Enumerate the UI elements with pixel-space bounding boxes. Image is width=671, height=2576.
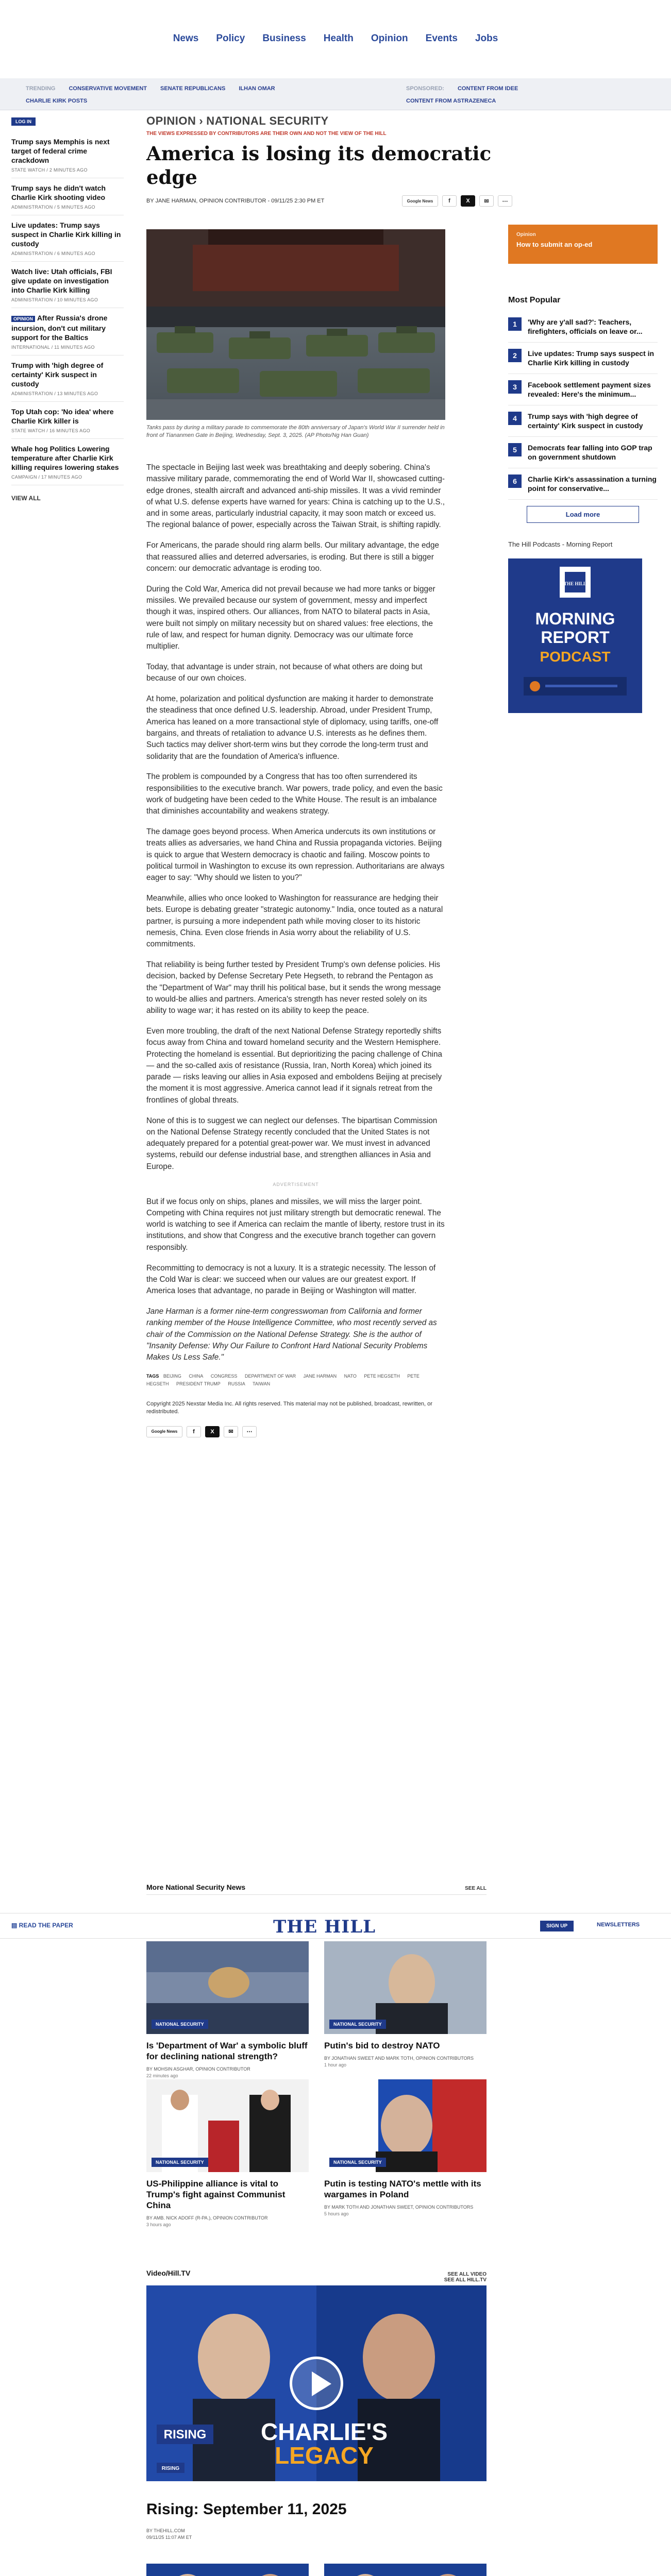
story-meta: ADMINISTRATION / 6 MINUTES AGO — [11, 251, 95, 256]
video-card-image[interactable] — [146, 2564, 309, 2576]
tag-link[interactable]: NATO — [344, 1373, 357, 1379]
load-more-button[interactable]: Load more — [527, 506, 639, 523]
tag-link[interactable]: PETE HEGSETH — [364, 1373, 400, 1379]
paragraph: None of this is to suggest we can neglect our defenses. The bipartisan Commission on the National Defense Strategy recently concluded that the United States is not adequately prepared for a potential great-power war. We must invest in advanced systems, rebuild our defense industrial base, and strengthen alliances in Asia and Europe. — [146, 1116, 438, 1171]
list-item[interactable] — [11, 439, 124, 485]
list-item[interactable] — [508, 374, 658, 405]
paragraph: The spectacle in Beijing last week was breathtaking and deeply sobering. China's massive military parade, commemorating the end of World War II, showcased cutting-edge drones, stealth aircraft and advanced anti-ship missiles. It was a vivid reminder of what U.S. defense experts have warned for years: China is catching up to the U.S., and in some areas, particularly industrial capacity, it may soon match or exceed us. The regional balance of power, especially across the Taiwan Strait, is shifting rapidly. — [146, 463, 445, 530]
rank-number: 5 — [508, 443, 522, 456]
nav-policy[interactable]: Policy — [216, 33, 245, 44]
nav-events[interactable]: Events — [425, 33, 458, 44]
card-image[interactable] — [146, 2079, 309, 2172]
the-hill-logo[interactable]: THE HILL — [273, 1917, 376, 1937]
byline-row — [146, 195, 512, 207]
facebook-icon[interactable]: f — [442, 195, 457, 207]
trending-label: TRENDING — [26, 86, 56, 92]
paragraph: Even more troubling, the draft of the next National Defense Strategy reportedly shifts focus away from China and toward homeland security and the Western Hemisphere. Protecting the homeland is essential. But deprioritizing the pacing challenge of China — and the so-called axis of resistance (Russia, Iran, North Korea) which joined its parade — risks leaving our allies in Asia exposed and emboldens Beijing at precisely the moment it is most aggressive. America cannot lead if it signals retreat from the frontlines of global threats. — [146, 1026, 442, 1105]
card-title[interactable]: Is 'Department of War' a symbolic bluff for declining national strength? — [146, 2041, 308, 2061]
rising-logo: RISING — [163, 2428, 207, 2442]
rank-number: 6 — [508, 474, 522, 488]
tag-link[interactable]: TAIWAN — [253, 1381, 271, 1386]
sticky-header — [0, 1913, 671, 1939]
article-body — [146, 462, 445, 1363]
paragraph: For Americans, the parade should ring alarm bells. Our military advantage, the edge that reassured allies and deterred adversaries, is eroding. But there is still a bigger concern: our democratic advantage is eroding too. — [146, 541, 439, 573]
opinion-disclaimer: THE VIEWS EXPRESSED BY CONTRIBUTORS ARE THEIR OWN AND NOT THE VIEW OF THE HILL — [146, 131, 387, 137]
tag-link[interactable]: PETE HEGSETH — [146, 1373, 420, 1386]
card-image[interactable] — [324, 2079, 487, 2172]
story-title-text[interactable]: After Russia's drone incursion, don't cut military support for the Baltics — [11, 314, 108, 342]
author-bio: Jane Harman is a former nine-term congresswoman from California and former ranking member of the House Intelligence Committee, who most recently served as chair of the Commission on the National Defense Strategy. She is the author of "Insanity Defense: Why Our Failure to Confront Hard National Security Problems Makes Us Less Safe." — [146, 1307, 437, 1362]
trending-link[interactable]: ILHAN OMAR — [239, 86, 275, 92]
nav-news[interactable]: News — [173, 33, 199, 44]
card-time: 5 hours ago — [324, 2211, 349, 2216]
list-item[interactable] — [508, 437, 658, 468]
card-byline: BY JONATHAN SWEET AND MARK TOTH, OPINION CONTRIBUTORS — [324, 2056, 474, 2061]
card-title[interactable]: Putin is testing NATO's mettle with its wargames in Poland — [324, 2179, 481, 2199]
paragraph: The damage goes beyond process. When America undercuts its own institutions or treats allies as adversaries, we hand China and Russia propaganda victories. Beijing is quick to argue that Western democracy is chaotic and failing. Moscow points to political turmoil in Washington to excuse its own repression. Authoritarians are always eager to say: "Why should we listen to you?" — [146, 827, 445, 883]
x-icon[interactable]: X — [205, 1426, 220, 1437]
story-meta: ADMINISTRATION / 10 MINUTES AGO — [11, 297, 98, 302]
nav-health[interactable]: Health — [323, 33, 354, 44]
card-time: 1 hour ago — [324, 2062, 347, 2067]
list-item[interactable] — [11, 402, 124, 439]
podcast-brand: THE HILL — [564, 581, 586, 586]
tag-link[interactable]: PRESIDENT TRUMP — [176, 1381, 221, 1386]
podcast-name-line2: REPORT — [541, 628, 610, 647]
tag-link[interactable]: CONGRESS — [210, 1373, 238, 1379]
story-meta: INTERNATIONAL / 11 MINUTES AGO — [11, 345, 95, 350]
category-badge[interactable]: NATIONAL SECURITY — [152, 2158, 208, 2167]
video-author: BY THEHILL.COM — [146, 2528, 185, 2533]
tags-label: TAGS — [146, 1373, 159, 1379]
popular-title[interactable]: Live updates: Trump says suspect in Charlie Kirk killing in custody — [528, 349, 655, 367]
podcast-heading: The Hill Podcasts - Morning Report — [508, 540, 613, 548]
share-buttons-bottom — [146, 1426, 512, 1437]
trending-bar — [0, 78, 671, 110]
parade-photo — [146, 229, 445, 420]
ad-label: ADVERTISEMENT — [273, 1181, 319, 1187]
rank-number: 3 — [508, 380, 522, 394]
breadcrumb — [146, 114, 512, 128]
rising-tag: RISING — [161, 2466, 180, 2471]
most-popular-heading: Most Popular — [508, 296, 561, 304]
popular-title[interactable]: 'Why are y'all sad?': Teachers, firefighters, officials on leave or... — [528, 318, 643, 335]
popular-title[interactable]: Facebook settlement payment sizes revealed: Here's the minimum... — [528, 381, 651, 398]
popular-title[interactable]: Trump says with 'high degree of certainty' Kirk suspect in custody — [528, 412, 643, 430]
read-the-paper-label: READ THE PAPER — [19, 1922, 73, 1929]
video-card[interactable] — [146, 2564, 309, 2576]
card-time: 22 minutes ago — [146, 2073, 178, 2078]
hero-image — [146, 229, 445, 420]
share-buttons — [402, 195, 512, 207]
x-icon[interactable]: X — [461, 195, 475, 207]
featured-video-title[interactable]: Rising: September 11, 2025 — [146, 2501, 347, 2518]
popular-title[interactable]: Charlie Kirk's assassination a turning point for conservative... — [528, 475, 657, 493]
card-time: 3 hours ago — [146, 2222, 171, 2227]
card-title[interactable]: Putin's bid to destroy NATO — [324, 2041, 440, 2050]
video-overlay-line2: LEGACY — [275, 2442, 374, 2469]
popular-title[interactable]: Democrats fear falling into GOP trap on government shutdown — [528, 444, 652, 461]
opinion-badge: OPINION — [11, 316, 35, 322]
story-meta: STATE WATCH / 2 MINUTES AGO — [11, 167, 88, 173]
trending-link[interactable]: CONSERVATIVE MOVEMENT — [69, 86, 147, 92]
page-title: America is losing its democratic edge — [146, 142, 492, 189]
story-title[interactable]: Top Utah cop: 'No idea' where Charlie Kirk killer is — [11, 408, 114, 425]
story-meta: STATE WATCH / 16 MINUTES AGO — [11, 428, 91, 433]
category-badge[interactable]: NATIONAL SECURITY — [329, 2158, 386, 2167]
story-title[interactable]: Live updates: Trump says suspect in Charlie Kirk killing in custody — [11, 221, 121, 248]
breadcrumb-sep: › — [199, 114, 204, 127]
tag-link[interactable]: RUSSIA — [228, 1381, 245, 1386]
story-title[interactable]: Trump says he didn't watch Charlie Kirk shooting video — [11, 184, 106, 201]
section-heading: Video/Hill.TV — [146, 2269, 191, 2277]
card-title[interactable]: US-Philippine alliance is vital to Trump's fight against Communist China — [146, 2179, 286, 2210]
paragraph: That reliability is being further tested by President Trump's own defense policies. His decision, backed by Defense Secretary Pete Hegseth, to rebrand the Pentagon as the "Department of War" may thrill his political base, but it sends the wrong message to would-be allies and partners. America's strength has never rested solely on its ability to wage war; it has rested on its ability to keep the peace. — [146, 960, 441, 1015]
rank-number: 4 — [508, 412, 522, 425]
list-item[interactable] — [508, 405, 658, 437]
featured-video[interactable] — [146, 2285, 487, 2481]
breadcrumb-opinion[interactable]: OPINION — [146, 114, 196, 127]
sponsored-link[interactable]: CONTENT FROM IDEE — [457, 86, 518, 92]
sponsored-label: SPONSORED: — [406, 86, 444, 92]
story-meta: ADMINISTRATION / 13 MINUTES AGO — [11, 391, 98, 396]
list-item[interactable] — [11, 215, 124, 262]
tag-link[interactable]: CHINA — [189, 1373, 204, 1379]
top-nav — [0, 0, 671, 77]
story-meta: ADMINISTRATION / 5 MINUTES AGO — [11, 205, 95, 210]
podcast-art — [508, 558, 642, 713]
login-button[interactable]: LOG IN — [11, 117, 36, 126]
email-icon[interactable]: ✉ — [224, 1426, 238, 1437]
list-item[interactable] — [508, 468, 658, 500]
op-ed-kicker: Opinion — [516, 232, 536, 238]
list-item[interactable] — [11, 132, 124, 178]
more-share-icon[interactable]: ⋯ — [242, 1426, 257, 1437]
latest-news-rail — [11, 116, 124, 502]
news-card[interactable] — [146, 1941, 309, 2078]
card-byline: BY AMB. NICK ADOFF (R-PA.), OPINION CONTRIBUTOR — [146, 2215, 268, 2221]
nav-business[interactable]: Business — [262, 33, 306, 44]
tag-link[interactable]: BEIJING — [163, 1373, 181, 1379]
tags — [146, 1372, 445, 1388]
story-title[interactable]: Watch live: Utah officials, FBI give update on investigation into Charlie Kirk killing — [11, 267, 112, 294]
trending-row — [26, 86, 275, 92]
op-ed-link[interactable]: How to submit an op-ed — [516, 241, 593, 248]
nav-jobs[interactable]: Jobs — [475, 33, 498, 44]
section-heading: More National Security News — [146, 1883, 246, 1891]
podcast-player[interactable] — [508, 558, 642, 713]
paragraph: Recommitting to democracy is not a luxury. It is a strategic necessity. The lesson of the Cold War is clear: we succeed when our values are our greatest export. If America loses that advantage, no parade in Beijing or Washington will matter. — [146, 1263, 436, 1296]
video-card-thumb — [146, 2564, 309, 2576]
list-item[interactable] — [11, 262, 124, 308]
breadcrumb-national-security[interactable]: NATIONAL SECURITY — [206, 114, 329, 127]
story-title[interactable]: Whale hog Politics Lowering temperature after Charlie Kirk killing requires lowering stakes — [11, 445, 119, 471]
sign-up-button[interactable]: SIGN UP — [540, 1921, 574, 1931]
view-all-link[interactable]: VIEW ALL — [11, 495, 41, 502]
featured-video-byline — [146, 2528, 192, 2541]
sponsored-row — [406, 98, 496, 104]
news-card[interactable] — [146, 2079, 309, 2227]
card-image[interactable] — [324, 1941, 487, 2034]
sponsored-row — [406, 86, 518, 92]
podcast-name-line3: PODCAST — [540, 649, 611, 665]
paragraph: Today, that advantage is under strain, not because of what others are doing but because of our own choices. — [146, 662, 423, 683]
newspaper-icon: ▤ — [11, 1922, 19, 1929]
facebook-icon[interactable]: f — [187, 1426, 201, 1437]
story-title[interactable]: Trump with 'high degree of certainty' Kirk suspect in custody — [11, 361, 104, 388]
video-overlay-line1: CHARLIE'S — [260, 2418, 388, 2445]
trending-link[interactable]: CHARLIE KIRK POSTS — [26, 98, 88, 104]
copyright: Copyright 2025 Nexstar Media Inc. All rights reserved. This material may not be published, broadcast, rewritten, or redistributed. — [146, 1400, 432, 1415]
paragraph: Meanwhile, allies who once looked to Washington for reassurance are hedging their bets. Europe is debating greater "strategic autonomy." India, once touted as a natural partner, is pursuing a more independent path while moving closer to its historic nemesis, China. Even close friends in Asia worry about the reliability of U.S. commitments. — [146, 894, 443, 949]
list-item[interactable] — [11, 355, 124, 402]
list-item[interactable] — [508, 343, 658, 374]
list-item[interactable] — [508, 311, 658, 343]
video-card-thumb — [324, 2564, 487, 2576]
card-byline: BY MARK TOTH AND JONATHAN SWEET, OPINION CONTRIBUTORS — [324, 2205, 474, 2210]
image-caption: Tanks pass by during a military parade to commemorate the 80th anniversary of Japan's World War II surrender held in front of Tiananmen Gate in Beijing, Wednesday, Sept. 3, 2025. (AP Photo/Ng Han Guan) — [146, 425, 445, 438]
submit-op-ed-box[interactable] — [508, 225, 658, 264]
story-title[interactable] — [11, 313, 124, 342]
podcast-name-line1: MORNING — [535, 609, 615, 628]
see-all-link[interactable]: SEE ALL — [465, 1886, 487, 1891]
google-news-button[interactable]: Google News — [146, 1426, 182, 1437]
list-item[interactable] — [11, 178, 124, 215]
most-popular-list — [508, 311, 658, 500]
nav-opinion[interactable]: Opinion — [371, 33, 408, 44]
video-date: 09/11/25 11:07 AM ET — [146, 2535, 192, 2540]
article — [146, 114, 512, 1437]
video-card-image[interactable] — [324, 2564, 487, 2576]
card-image[interactable] — [146, 1941, 309, 2034]
video-heading — [146, 2269, 487, 2286]
video-card[interactable] — [324, 2564, 487, 2576]
paragraph: At home, polarization and political dysfunction are making it harder to demonstrate the steadiness that once defined U.S. leadership. Abroad, under President Trump, America has leaned on a more transactional style of diplomacy, using tariffs, one-off bargains, and threats of retaliation to advance U.S. interests as he defines them. Such tactics may deliver short-term wins but they corrode the long-term trust and solidarity that are the foundation of America's influence. — [146, 694, 439, 761]
paragraph: But if we focus only on ships, planes and missiles, we will miss the larger point. Competing with China requires not just military strength but democratic renewal. The world is watching to see if America can reclaim the mantle of liberty, restore trust in its institutions, and show that Congress and the executive branch together can govern responsibly. — [146, 1197, 445, 1252]
news-card[interactable] — [324, 2079, 487, 2216]
paragraph: During the Cold War, America did not prevail because we had more tanks or bigger missiles. We prevailed because our system of government, messy and imperfect though it was, inspired others. Our alliances, from NATO to bilateral pacts in Asia, were built not simply on military necessity but on shared values: free elections, the rule of law, and respect for human dignity. Democracy was our ultimate force multiplier. — [146, 584, 435, 651]
news-card[interactable] — [324, 1941, 487, 2067]
tag-link[interactable]: JANE HARMAN — [303, 1373, 337, 1379]
play-icon[interactable] — [290, 2357, 343, 2410]
right-rail — [508, 225, 658, 713]
trending-row — [26, 98, 87, 104]
trending-link[interactable]: SENATE REPUBLICANS — [160, 86, 226, 92]
list-item[interactable] — [11, 308, 124, 355]
story-title[interactable]: Trump says Memphis is next target of federal crime crackdown — [11, 138, 110, 164]
see-all-group — [444, 2272, 487, 2283]
read-the-paper-link[interactable] — [11, 1922, 73, 1929]
category-badge[interactable]: NATIONAL SECURITY — [329, 2020, 386, 2029]
see-all-video-link[interactable]: SEE ALL VIDEO — [447, 2272, 487, 2277]
card-byline: BY MOHSIN ASGHAR, OPINION CONTRIBUTOR — [146, 2066, 250, 2072]
more-share-icon[interactable]: ⋯ — [498, 195, 512, 207]
byline: BY JANE HARMAN, OPINION CONTRIBUTOR - 09/11/25 2:30 PM ET — [146, 198, 325, 204]
newsletters-link[interactable]: NEWSLETTERS — [597, 1922, 640, 1928]
tag-link[interactable]: DEPARTMENT OF WAR — [244, 1373, 296, 1379]
paragraph: The problem is compounded by a Congress that has too often surrendered its responsibilities to the executive branch. War powers, trade policy, and even the basic work of budgeting have been ceded to the White House. The result is an imbalance that diminishes accountability and weakens strategy. — [146, 772, 443, 816]
more-national-security-heading — [146, 1883, 487, 1895]
story-meta: CAMPAIGN / 17 MINUTES AGO — [11, 474, 82, 480]
rank-number: 1 — [508, 317, 522, 331]
rank-number: 2 — [508, 349, 522, 362]
see-all-hilltv-link[interactable]: SEE ALL HILL.TV — [444, 2277, 487, 2283]
email-icon[interactable]: ✉ — [479, 195, 494, 207]
google-news-button[interactable]: Google News — [402, 195, 438, 207]
category-badge[interactable]: NATIONAL SECURITY — [152, 2020, 208, 2029]
sponsored-link[interactable]: CONTENT FROM ASTRAZENECA — [406, 98, 496, 104]
